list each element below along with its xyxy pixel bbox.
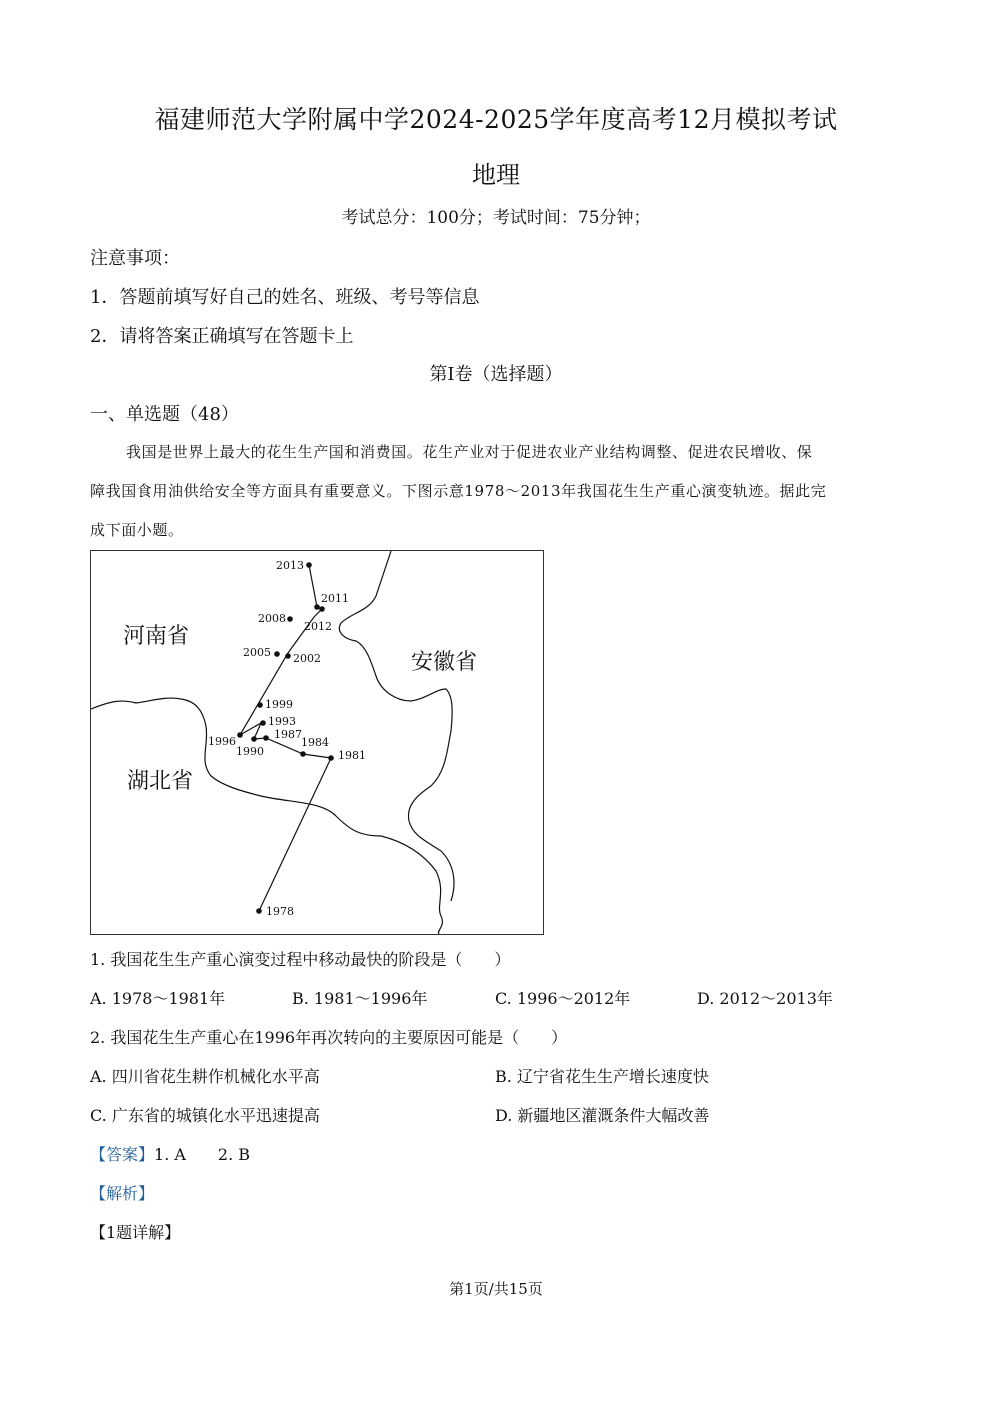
point-1990: [251, 736, 257, 742]
map-svg: [91, 551, 543, 934]
passage-line: 障我国食用油供给安全等方面具有重要意义。下图示意1978～2013年我国花生生产重心演变轨迹。据此完: [90, 482, 827, 500]
option-c[interactable]: C. 广东省的城镇化水平迅速提高: [90, 1106, 320, 1125]
label-1987: 1987: [274, 728, 302, 741]
year-labels: [208, 559, 366, 918]
section-title: 第I卷（选择题）: [429, 364, 563, 385]
province-henan: 河南省: [123, 624, 190, 649]
point-2013: [306, 562, 312, 568]
peanut-center-map: [90, 550, 544, 935]
option-d[interactable]: D. 新疆地区灌溉条件大幅改善: [495, 1106, 710, 1125]
point-1987: [263, 735, 269, 741]
label-2011: 2011: [321, 592, 349, 605]
passage-line: 我国是世界上最大的花生生产国和消费国。花生产业对于促进农业产业结构调整、促进农民增收、保: [126, 443, 813, 461]
label-1984: 1984: [301, 736, 329, 749]
label-1993: 1993: [268, 715, 296, 728]
option-c[interactable]: C. 1996～2012年: [495, 989, 631, 1008]
boundary-anhui: [339, 551, 454, 901]
page-footer: 第1页/共15页: [449, 1280, 543, 1298]
province-anhui: 安徽省: [411, 650, 478, 675]
label-2005: 2005: [243, 646, 271, 659]
point-2002: [285, 653, 291, 659]
point-2011: [319, 606, 325, 612]
option-b[interactable]: B. 1981～1996年: [292, 989, 428, 1008]
subject-title: 地理: [472, 161, 520, 189]
label-1999: 1999: [265, 698, 293, 711]
option-d[interactable]: D. 2012～2013年: [697, 989, 833, 1008]
point-2012: [314, 604, 320, 610]
label-1996: 1996: [208, 735, 236, 748]
label-1981: 1981: [338, 749, 366, 762]
label-1978: 1978: [266, 905, 294, 918]
page-title: 福建师范大学附属中学2024-2025学年度高考12月模拟考试: [154, 105, 838, 134]
label-2008: 2008: [258, 612, 286, 625]
question-stem: 1. 我国花生生产重心演变过程中移动最快的阶段是（ ）: [90, 950, 511, 969]
passage-line: 成下面小题。: [90, 521, 184, 539]
label-2013: 2013: [276, 559, 304, 572]
point-2005: [274, 651, 280, 657]
point-1999: [257, 702, 263, 708]
analysis-label: 【解析】: [90, 1184, 155, 1203]
province-hubei: 湖北省: [127, 769, 194, 794]
option-b[interactable]: B. 辽宁省花生生产增长速度快: [495, 1067, 709, 1086]
option-a[interactable]: A. 四川省花生耕作机械化水平高: [90, 1067, 320, 1086]
answer-value: 1. A 2. B: [154, 1145, 251, 1164]
notice-item: 2．请将答案正确填写在答题卡上: [90, 326, 354, 347]
detail-label: 【1题详解】: [90, 1223, 181, 1242]
part-title: 一、单选题（48）: [90, 404, 239, 425]
point-2008: [287, 616, 293, 622]
point-1993: [260, 720, 266, 726]
option-a[interactable]: A. 1978～1981年: [90, 989, 226, 1008]
point-1978: [256, 908, 262, 914]
point-1996: [237, 732, 243, 738]
label-2012: 2012: [304, 620, 332, 633]
answer-line: [90, 1142, 250, 1165]
notice-heading: 注意事项：: [90, 248, 180, 269]
label-2002: 2002: [293, 652, 321, 665]
label-1990: 1990: [236, 745, 264, 758]
answer-label: 【答案】: [90, 1145, 155, 1164]
point-1984: [300, 751, 306, 757]
boundary-henan-hubei: [91, 698, 442, 934]
notice-item: 1．答题前填写好自己的姓名、班级、考号等信息: [90, 287, 480, 308]
point-1981: [328, 755, 334, 761]
exam-info: 考试总分：100分；考试时间：75分钟；: [341, 208, 651, 228]
question-stem: 2. 我国花生生产重心在1996年再次转向的主要原因可能是（ ）: [90, 1028, 568, 1047]
